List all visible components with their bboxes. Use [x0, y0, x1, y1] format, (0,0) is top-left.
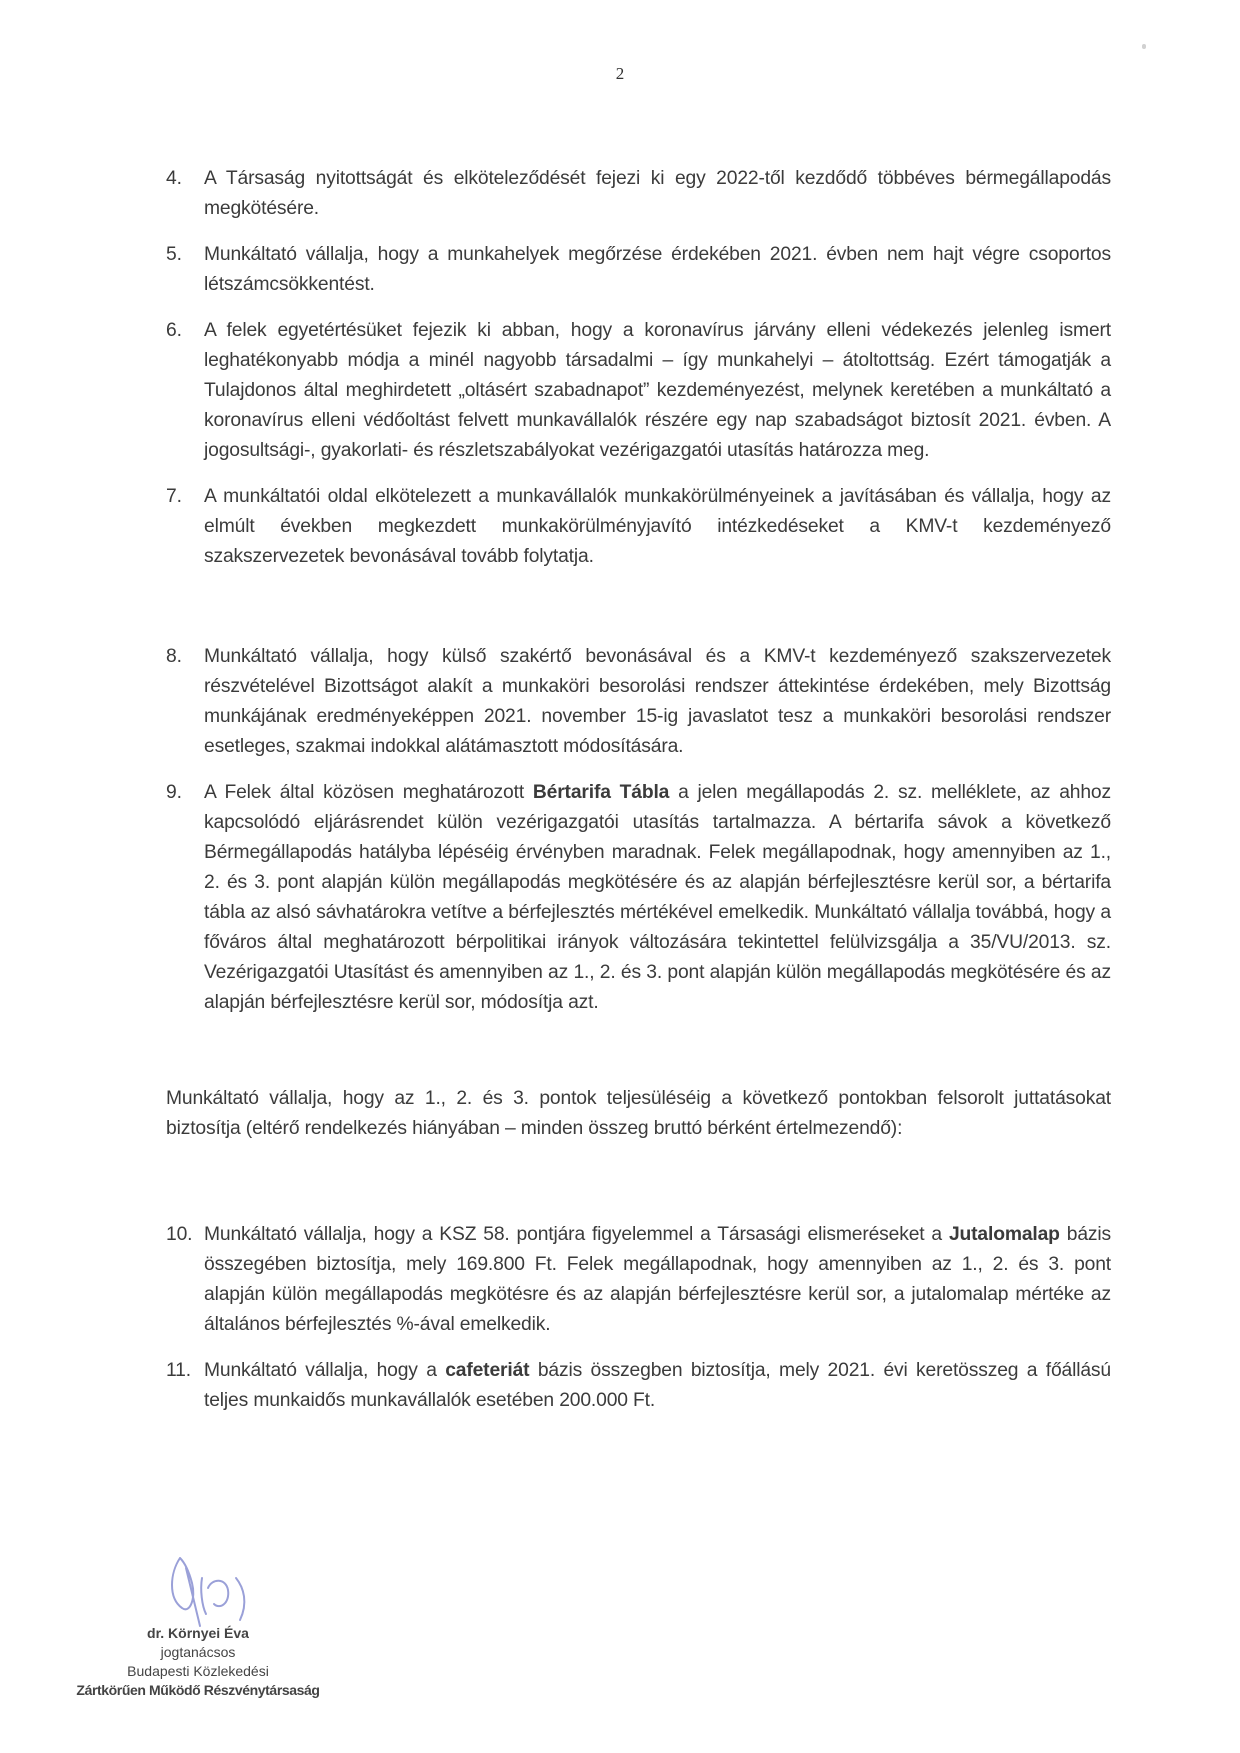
clause-5 — [166, 240, 1111, 300]
bold-term-bertarifa-tabla: Bértarifa Tábla — [532, 782, 670, 803]
handwritten-signature-icon — [140, 1548, 290, 1628]
legal-counsel-stamp — [52, 1624, 344, 1700]
spacer — [166, 588, 1111, 642]
benefits-intro: Munkáltató vállalja, hogy az 1., 2. és 3. pontok teljesüléséig a következő pontokban felsorolt juttatásokat biztosítja (eltérő rendelkezés hiányában – minden összeg bruttó bérként értelmezendő): — [166, 1088, 1111, 1139]
clause-text — [204, 778, 1111, 1018]
scan-artifact — [1142, 44, 1146, 49]
clause-text-after: bázis összegében biztosítja, mely 169.800 Ft. Felek megállapodnak, hogy amennyiben az 1., 2. és 3. pont alapján külön megállapodás megkötésre és az alapján bérfejlesztésre kerül sor, a jutalomalap mértéke az általános bérfejlesztés %-ával emelkedik. — [204, 1224, 1112, 1335]
clause-text-after: bázis összegben biztosítja, mely 2021. évi keretösszeg a főállású teljes munkaidős munkavállalók esetében 200.000 Ft. — [204, 1360, 1112, 1411]
clause-number: 10. — [166, 1224, 193, 1245]
clause-10 — [166, 1220, 1111, 1340]
clause-text-before: Munkáltató vállalja, hogy a KSZ 58. pontjára figyelemmel a Társasági elismeréseket a — [204, 1224, 949, 1245]
clause-text — [204, 1220, 1111, 1340]
clause-number: 4. — [166, 168, 182, 189]
clause-7 — [166, 482, 1111, 572]
stamp-title: jogtanácsos — [160, 1644, 236, 1660]
clause-text: Munkáltató vállalja, hogy a munkahelyek megőrzése érdekében 2021. évben nem hajt végre csoportos létszámcsökkentést. — [204, 244, 1111, 295]
clause-text-before: A Felek által közösen meghatározott — [204, 782, 533, 803]
clause-9 — [166, 778, 1111, 1018]
clause-number: 11. — [166, 1360, 191, 1381]
clause-number: 7. — [166, 486, 182, 507]
page-number: 2 — [615, 64, 625, 83]
clause-8 — [166, 642, 1111, 762]
clause-11 — [166, 1356, 1111, 1416]
clause-text: Munkáltató vállalja, hogy külső szakértő bevonásával és a KMV-t kezdeményező szakszervezetek részvételével Bizottságot alakít a munkaköri besorolási rendszer áttekintése érdekében, mely Bizottság munkájának eredményeképpen 2021. november 15-ig javaslatot tesz a munkaköri besorolási rendszer esetleges, szakmai indokkal alátámasztott módosítására. — [204, 646, 1111, 757]
clause-text: A felek egyetértésüket fejezik ki abban, hogy a koronavírus járvány elleni védekezés jelenleg ismert leghatékonyabb módja a minél nagyobb társadalmi – így munkahelyi – átoltottság. Ezért támogatják a Tulajdonos által meghirdetett „oltásért szabadnapot” kezdeményezést, melynek keretében a munkáltató a koronavírus elleni védőoltást felvett munkavállalók részére egy nap szabadságot biztosít 2021. évben. A jogosultsági-, gyakorlati- és részletszabályokat vezérigazgatói utasítás határozza meg. — [204, 320, 1111, 461]
clause-6 — [166, 316, 1111, 466]
bold-term-cafeteria: cafeteriát — [445, 1360, 530, 1381]
document-body — [166, 164, 1111, 1432]
clause-text-after: a jelen megállapodás 2. sz. melléklete, az ahhoz kapcsolódó eljárásrendet külön vezérigazgatói utasítás tartalmazza. A bértarifa sávok a következő Bérmegállapodás hatályba lépéséig érvényben maradnak. Felek megállapodnak, hogy amennyiben az 1., 2. és 3. pont alapján külön megállapodás megkötésére és az alapján bérfejlesztésre kerül sor, a bértarifa tábla az alsó sávhatárokra vetítve a bérfejlesztés mértékével emelkedik. Munkáltató vállalja továbbá, hogy a főváros által meghatározott bérpolitikai irányok változására tekintettel felülvizsgálja a 35/VU/2013. sz. Vezérigazgatói Utasítást és amennyiben az 1., 2. és 3. pont alapján külön megállapodás megkötésére és az alapján bérfejlesztésre kerül sor, módosítja azt. — [204, 782, 1111, 1013]
stamp-company-line1: Budapesti Közlekedési — [127, 1663, 269, 1679]
stamp-name: dr. Környei Éva — [147, 1625, 249, 1641]
clause-number: 8. — [166, 646, 182, 667]
spacer — [166, 1034, 1111, 1084]
clause-number: 9. — [166, 782, 182, 803]
clause-4 — [166, 164, 1111, 224]
clause-text: A munkáltatói oldal elkötelezett a munkavállalók munkakörülményeinek a javításában és vállalja, hogy az elmúlt években megkezdett munkakörülményjavító intézkedéseket a KMV-t kezdeményező szakszervezetek bevonásával tovább folytatja. — [204, 486, 1111, 567]
clause-text: A Társaság nyitottságát és elköteleződését fejezi ki egy 2022-től kezdődő többéves bérmegállapodás megkötésére. — [204, 168, 1111, 219]
bold-term-jutalomalap: Jutalomalap — [948, 1224, 1060, 1245]
clause-number: 5. — [166, 244, 182, 265]
clause-text-before: Munkáltató vállalja, hogy a — [204, 1360, 446, 1381]
clause-number: 6. — [166, 320, 182, 341]
stamp-company-line2: Zártkörűen Működő Részvénytársaság — [76, 1682, 320, 1698]
clause-text — [204, 1356, 1111, 1416]
